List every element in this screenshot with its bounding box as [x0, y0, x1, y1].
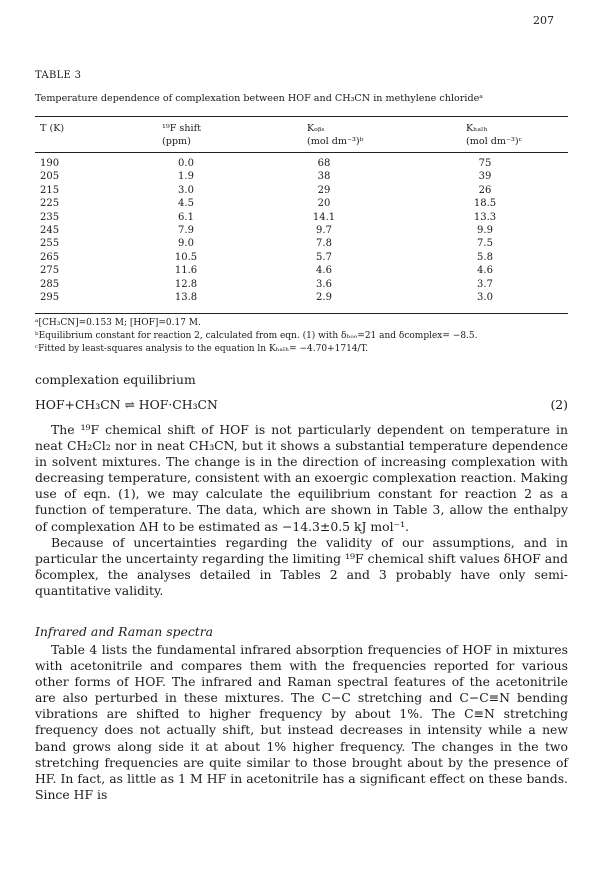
cell-kcalc: 5.8: [477, 251, 493, 263]
table-footnote-a: ᵃ[CH₃CN]=0.153 M; [HOF]=0.17 M.: [35, 318, 201, 328]
cell-kcalc: 13.3: [473, 211, 497, 223]
cell-shift: 10.5: [174, 251, 198, 263]
equation: HOF+CH₃CN ⇌ HOF·CH₃CN: [35, 397, 218, 412]
cell-shift: 9.0: [178, 238, 194, 250]
cell-shift: 0.0: [178, 158, 194, 169]
cell-shift: 11.6: [174, 265, 198, 277]
cell-kobs: 29: [317, 184, 331, 196]
cell-temperature: 245: [40, 225, 60, 236]
body-section-2: [35, 642, 568, 803]
cell-shift: 6.1: [178, 211, 194, 223]
header-kobs-line2: (mol dm⁻³)ᵇ: [307, 136, 364, 147]
cell-kcalc: 75: [478, 158, 492, 169]
cell-kobs: 68: [317, 158, 331, 169]
table-header-rule: [35, 152, 568, 153]
cell-kobs: 2.9: [316, 292, 332, 303]
cell-kobs: 14.1: [312, 211, 336, 223]
cell-kobs: 9.7: [316, 225, 332, 236]
table-footnote-b: ᵇEquilibrium constant for reaction 2, calculated from eqn. (1) with δₕₒₒ=21 and δcomplex= −8.5.: [35, 331, 478, 341]
cell-temperature: 275: [40, 265, 60, 277]
cell-shift: 3.0: [178, 184, 194, 196]
cell-shift: 13.8: [174, 292, 198, 303]
cell-temperature: 190: [40, 158, 60, 169]
page-number: 207: [533, 14, 554, 27]
paragraph-1: The ¹⁹F chemical shift of HOF is not particularly dependent on temperature in neat CH₂Cl₂ nor in neat CH₃CN, but it shows a substantial temperature dependence in solvent mixtures. The change is in the direction of increasing complexation with decreasing temperature, consistent with an exoergic complexation reaction. Making use of eqn. (1), we may calculate the equilibrium constant for reaction 2 as a function of temperature. The data, which are shown in Table 3, allow the enthalpy of complexation ΔH to be estimated as −14.3±0.5 kJ mol⁻¹.: [35, 422, 568, 534]
section-heading: Infrared and Raman spectra: [35, 624, 214, 639]
equation-row: [35, 397, 568, 412]
table-label: TABLE 3: [35, 70, 82, 81]
cell-kobs: 5.7: [316, 251, 332, 263]
cell-kcalc: 4.6: [477, 265, 493, 277]
cell-kcalc: 9.9: [477, 225, 493, 236]
paragraph-2: Because of uncertainties regarding the validity of our assumptions, and in particular the uncertainty regarding the limiting ¹⁹F chemical shift values δHOF and δcomplex, the analyses detailed in Tables 2 and 3 probably have only semi-quantitative validity.: [35, 534, 568, 598]
cell-kcalc: 18.5: [473, 198, 497, 210]
table-caption: Temperature dependence of complexation between HOF and CH₃CN in methylene chlorideᵃ: [35, 93, 483, 104]
header-shift-line2: (ppm): [162, 136, 191, 147]
cell-temperature: 235: [40, 211, 60, 223]
cell-temperature: 225: [40, 198, 60, 210]
body-section-1: [35, 422, 568, 599]
cell-shift: 1.9: [178, 171, 194, 183]
cell-kobs: 4.6: [316, 265, 332, 277]
cell-temperature: 265: [40, 251, 60, 263]
cell-temperature: 215: [40, 184, 60, 196]
header-temperature: T (K): [40, 123, 65, 134]
header-kcalc-line2: (mol dm⁻³)ᶜ: [466, 136, 522, 147]
cell-kobs: 7.8: [316, 238, 332, 250]
cell-kcalc: 39: [478, 171, 492, 183]
header-kobs-line1: Kₒᵦₛ: [307, 123, 325, 134]
intro-text: complexation equilibrium: [35, 372, 196, 387]
table-footnote-c: ᶜFitted by least-squares analysis to the equation ln Kₕₐₗₕ= −4.70+1714/T.: [35, 344, 369, 354]
cell-kcalc: 3.0: [477, 292, 493, 303]
cell-temperature: 295: [40, 292, 60, 303]
header-shift-line1: ¹⁹F shift: [162, 123, 201, 134]
cell-temperature: 285: [40, 278, 60, 290]
cell-kcalc: 26: [478, 184, 492, 196]
table-top-rule: [35, 116, 568, 117]
cell-kobs: 20: [317, 198, 331, 210]
cell-kcalc: 3.7: [477, 278, 493, 290]
cell-kobs: 38: [317, 171, 331, 183]
table-bottom-rule: [35, 313, 568, 314]
header-kcalc-line1: Kₕₐₗₕ: [466, 123, 488, 134]
cell-kcalc: 7.5: [477, 238, 493, 250]
cell-shift: 7.9: [178, 225, 194, 236]
paragraph-3: Table 4 lists the fundamental infrared absorption frequencies of HOF in mixtures with acetonitrile and compares them with the frequencies reported for various other forms of HOF. The infrared and Raman spectral features of the acetonitrile are also perturbed in these mixtures. The C−C stretching and C−C≡N bending vibrations are shifted to higher frequency by about 1%. The C≡N stretching frequency does not actually shift, but instead decreases in intensity while a new band grows along side it at about 1% higher frequency. The changes in the two stretching frequencies are quite similar to those brought about by the presence of HF. In fact, as little as 1 M HF in acetonitrile has a significant effect on these bands. Since HF is: [35, 642, 568, 802]
equation-number: (2): [550, 397, 568, 412]
cell-shift: 12.8: [174, 278, 198, 290]
cell-temperature: 255: [40, 238, 60, 250]
cell-kobs: 3.6: [316, 278, 332, 290]
cell-temperature: 205: [40, 171, 60, 183]
cell-shift: 4.5: [178, 198, 194, 210]
